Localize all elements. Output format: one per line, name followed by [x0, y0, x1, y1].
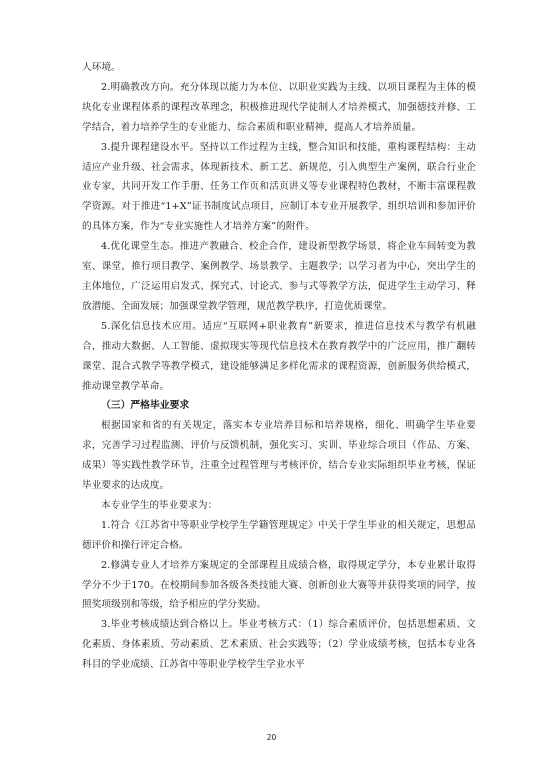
section-heading: （三）严格毕业要求 [101, 400, 190, 412]
body-paragraph: 4.优化课堂生态。推进产教融合、校企合作，建设新型教学场景，将企业车间转变为教室、课堂，推行项目教学、案例教学、场景教学、主题教学；以学习者为中心，突出学生的主体地位，广泛运用启发式、探究式、讨论式、参与式等教学方法，促进学生主动学习、释放潜能、全面发展；加强课堂教学管理，规范教学秩序，打造优质课堂。 [82, 241, 476, 312]
body-paragraph: 人环境。 [82, 62, 121, 73]
body-paragraph: 根据国家和省的有关规定，落实本专业培养目标和培养规格，细化、明确学生毕业要求，完善学习过程监测、评价与反馈机制，强化实习、实训、毕业综合项目（作品、方案、成果）等实践性教学环节，注重全过程管理与考核评价，结合专业实际组织毕业考核，保证毕业要求的达成度。 [82, 420, 476, 492]
body-paragraph: 2.修满专业人才培养方案规定的全部课程且成绩合格，取得规定学分，本专业累计取得学分不少于170。在校期间参加各级各类技能大赛、创新创业大赛等并获得奖项的同学，按照奖项级别和等级，给予相应的学分奖励。 [82, 559, 476, 611]
body-paragraph: 2.明确教改方向。充分体现以能力为本位、以职业实践为主线、以项目课程为主体的模块化专业课程体系的课程改革理念，积极推进现代学徒制人才培养模式，加强德技并修、工学结合，着力培养学生的专业能力、综合素质和职业精神，提高人才培养质量。 [82, 81, 476, 133]
body-paragraph: 3.毕业考核成绩达到合格以上。毕业考核方式：（1）综合素质评价，包括思想素质、文化素质、身体素质、劳动素质、艺术素质、社会实践等；（2）学业成绩考核，包括本专业各科目的学业成绩、江苏省中等职业学校学生学业水平 [82, 619, 476, 671]
body-paragraph: 5.深化信息技术应用。适应“互联网+职业教育”新要求，推进信息技术与教学有机融合，推动大数据、人工智能、虚拟现实等现代信息技术在教育教学中的广泛应用，推广翻转课堂、混合式教学等教学模式，建设能够满足多样化需求的课程资源，创新服务供给模式，推动课堂教学革命。 [82, 320, 476, 392]
body-paragraph: 1.符合《江苏省中等职业学校学生学籍管理规定》中关于学生毕业的相关规定，思想品德评价和操行评定合格。 [82, 519, 476, 551]
body-paragraph: 3.提升课程建设水平。坚持以工作过程为主线，整合知识和技能，重构课程结构：主动适应产业升级、社会需求，体现新技术、新工艺、新规范，引入典型生产案例，联合行业企业专家，共同开发工作手册、任务工作页和活页讲义等专业课程特色教材，不断丰富课程教学资源。对于推进“1+X”证书制度试点项目，应制订本专业开展教学、组织培训和参加评价的具体方案，作为“专业实施性人才培养方案”的附件。 [82, 141, 476, 233]
document-body [82, 58, 476, 675]
page-number: 20 [266, 733, 277, 742]
body-paragraph: 本专业学生的毕业要求为： [101, 499, 218, 511]
